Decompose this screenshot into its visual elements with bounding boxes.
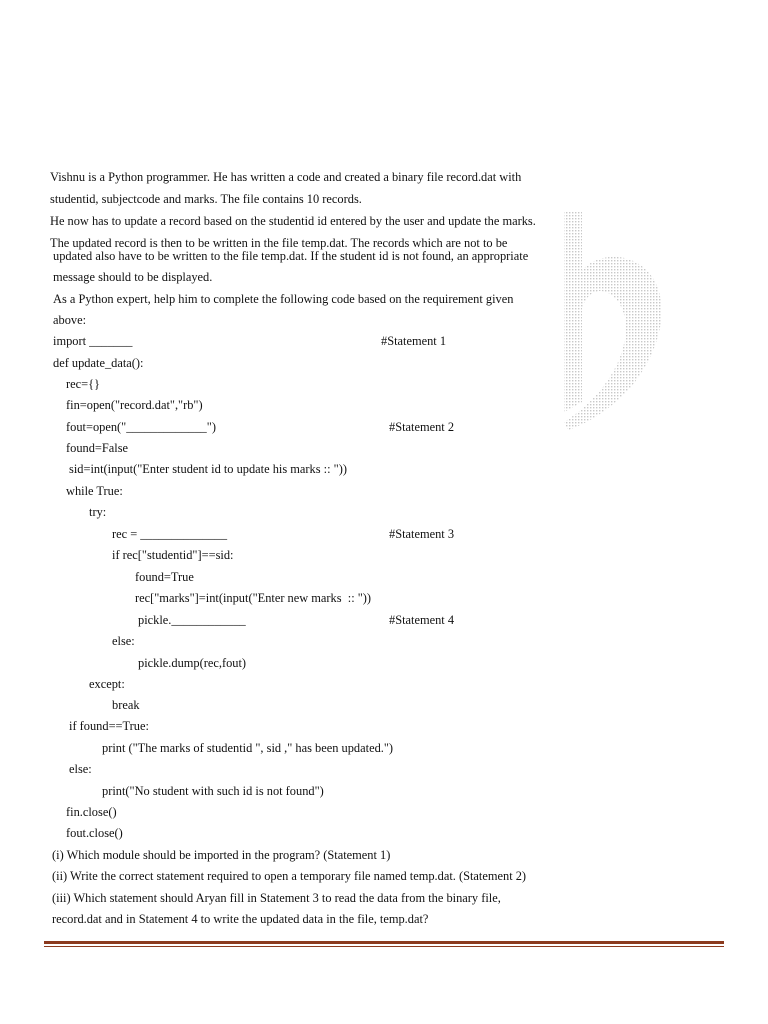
code-line-11: if rec["studentid"]==sid: xyxy=(112,548,234,562)
intro-line-6: message should to be displayed. xyxy=(53,270,213,284)
question-3: (iii) Which statement should Aryan fill in Statement 3 to read the data from the binary file, xyxy=(52,891,501,905)
code-line-12: found=True xyxy=(135,570,194,584)
code-line-21: else: xyxy=(69,762,92,776)
code-line-15: else: xyxy=(112,634,135,648)
code-line-16: pickle.dump(rec,fout) xyxy=(138,656,247,670)
intro-line-4: The updated record is then to be written in the file temp.dat. The records which are not to be xyxy=(50,236,508,250)
code-line-18: break xyxy=(112,698,140,712)
footer-rule-thick xyxy=(44,941,724,944)
code-line-14: pickle.____________ xyxy=(138,613,246,627)
code-line-5: fout=open("_____________") xyxy=(66,420,216,434)
intro-line-2: studentid, subjectcode and marks. The file contains 10 records. xyxy=(50,192,362,206)
footer-rule-thin xyxy=(44,946,724,947)
code-line-13: rec["marks"]=int(input("Enter new marks :: ")) xyxy=(135,591,372,605)
code-line-1: import _______ xyxy=(53,334,133,348)
code-line-23: fin.close() xyxy=(66,805,117,819)
code-line-6: found=False xyxy=(66,441,129,455)
statement-2-label: #Statement 2 xyxy=(389,420,455,434)
code-line-24: fout.close() xyxy=(66,826,123,840)
intro-line-1: Vishnu is a Python programmer. He has written a code and created a binary file record.dat with xyxy=(50,170,522,184)
intro-line-3: He now has to update a record based on the studentid id entered by the user and update the marks. xyxy=(50,214,536,228)
intro-line-8: above: xyxy=(53,313,87,327)
statement-4-label: #Statement 4 xyxy=(389,613,455,627)
code-line-7: sid=int(input("Enter student id to update his marks :: ")) xyxy=(69,462,347,476)
watermark-logo xyxy=(560,212,670,430)
code-line-22: print("No student with such id is not found") xyxy=(102,784,324,798)
code-line-8: while True: xyxy=(66,484,123,498)
code-line-20: print ("The marks of studentid ", sid ," has been updated.") xyxy=(102,741,394,755)
question-2: (ii) Write the correct statement required to open a temporary file named temp.dat. (Statement 2) xyxy=(52,869,527,883)
question-1: (i) Which module should be imported in the program? (Statement 1) xyxy=(52,848,391,862)
code-line-19: if found==True: xyxy=(69,719,149,733)
intro-line-7: As a Python expert, help him to complete the following code based on the requirement given xyxy=(53,292,514,306)
statement-1-label: #Statement 1 xyxy=(381,334,447,348)
code-line-9: try: xyxy=(89,505,107,519)
code-line-4: fin=open("record.dat","rb") xyxy=(66,398,203,412)
code-line-17: except: xyxy=(89,677,125,691)
code-line-2: def update_data(): xyxy=(53,356,144,370)
statement-3-label: #Statement 3 xyxy=(389,527,455,541)
intro-line-5: updated also have to be written to the file temp.dat. If the student id is not found, an appropriate xyxy=(53,249,529,263)
question-3-continued: record.dat and in Statement 4 to write the updated data in the file, temp.dat? xyxy=(52,912,429,926)
code-line-3: rec={} xyxy=(66,377,101,391)
code-line-10: rec = ______________ xyxy=(112,527,228,541)
